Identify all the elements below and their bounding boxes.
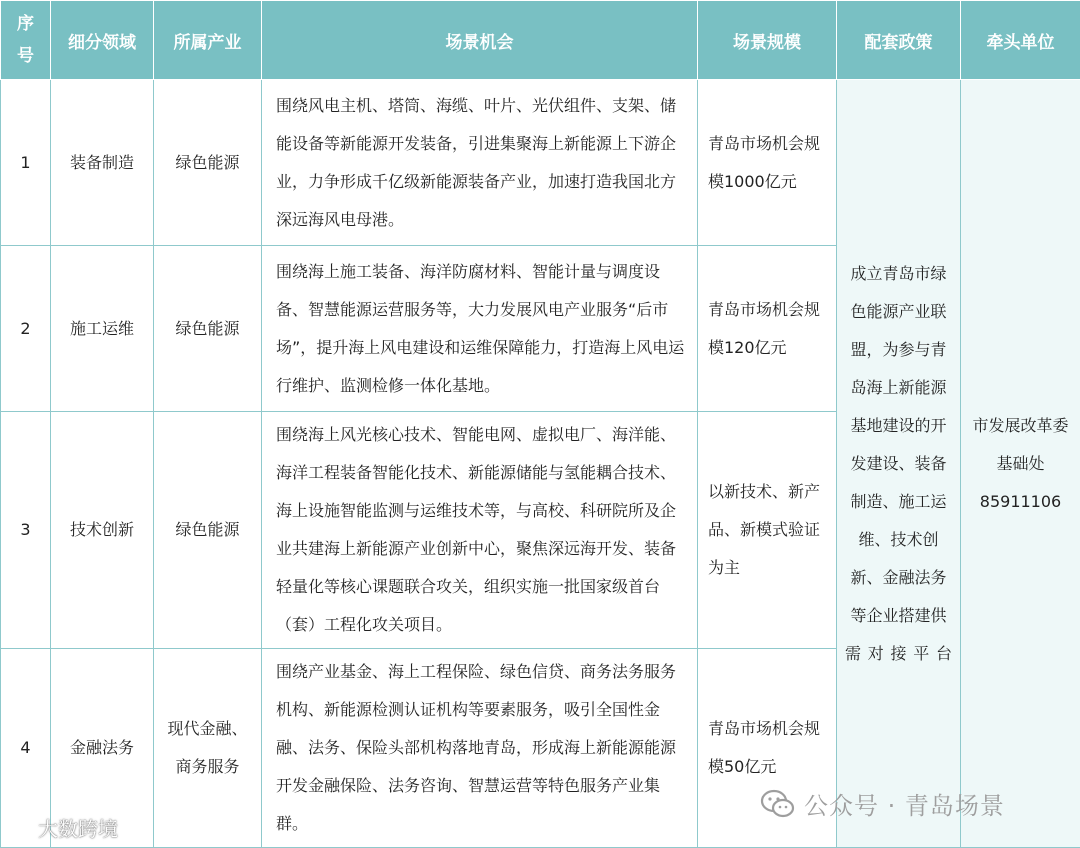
row-scale: 以新技术、新产品、新模式验证为主	[698, 412, 837, 649]
header-scale: 场景规模	[698, 1, 837, 80]
row-field: 技术创新	[51, 412, 154, 649]
row-industry: 绿色能源	[154, 246, 262, 412]
row-industry: 绿色能源	[154, 412, 262, 649]
row-field: 装备制造	[51, 80, 154, 246]
header-no: 序号	[1, 1, 51, 80]
row-scale: 青岛市场机会规模120亿元	[698, 246, 837, 412]
row-opportunity: 围绕海上施工装备、海洋防腐材料、智能计量与调度设备、智慧能源运营服务等，大力发展风电产业服务“后市场”，提升海上风电建设和运维保障能力，打造海上风电运行维护、监测检修一体化基地。	[262, 246, 698, 412]
table-row	[1, 80, 1080, 246]
table-header-row	[1, 1, 1080, 80]
watermark-right-text: 公众号 · 青岛场景	[804, 786, 1005, 821]
wechat-icon	[760, 789, 796, 819]
row-no: 1	[1, 80, 51, 246]
row-opportunity: 围绕产业基金、海上工程保险、绿色信贷、商务法务服务机构、新能源检测认证机构等要素服务，吸引全国性金融、法务、保险头部机构落地青岛，形成海上新能源能源开发金融保险、法务咨询、智慧运营等特色服务产业集群。	[262, 649, 698, 848]
row-no: 4	[1, 649, 51, 848]
row-scale: 青岛市场机会规模50亿元	[698, 649, 837, 848]
row-field: 施工运维	[51, 246, 154, 412]
row-no: 2	[1, 246, 51, 412]
lead-unit-cell: 市发展改革委基础处85911106	[961, 80, 1080, 848]
header-opportunity: 场景机会	[262, 1, 698, 80]
header-field: 细分领域	[51, 1, 154, 80]
header-policy: 配套政策	[837, 1, 961, 80]
header-industry: 所属产业	[154, 1, 262, 80]
row-industry: 现代金融、商务服务	[154, 649, 262, 848]
watermark-left	[6, 813, 118, 842]
row-no: 3	[1, 412, 51, 649]
row-opportunity: 围绕海上风光核心技术、智能电网、虚拟电厂、海洋能、海洋工程装备智能化技术、新能源储能与氢能耦合技术、海上设施智能监测与运维技术等，与高校、科研院所及企业共建海上新能源产业创新中心，聚焦深远海开发、装备轻量化等核心课题联合攻关，组织实施一批国家级首台（套）工程化攻关项目。	[262, 412, 698, 649]
brand-logo-icon	[6, 816, 34, 840]
policy-cell: 成立青岛市绿色能源产业联盟，为参与青岛海上新能源基地建设的开发建设、装备制造、施工运维、技术创新、金融法务等企业搭建供需对接平台	[837, 80, 961, 848]
watermark-left-text: 大数跨境	[38, 813, 118, 842]
header-lead-unit: 牵头单位	[961, 1, 1080, 80]
row-opportunity: 围绕风电主机、塔筒、海缆、叶片、光伏组件、支架、储能设备等新能源开发装备，引进集聚海上新能源上下游企业，力争形成千亿级新能源装备产业，加速打造我国北方深远海风电母港。	[262, 80, 698, 246]
row-scale: 青岛市场机会规模1000亿元	[698, 80, 837, 246]
row-industry: 绿色能源	[154, 80, 262, 246]
row-field: 金融法务	[51, 649, 154, 848]
watermark-right	[760, 786, 1005, 821]
